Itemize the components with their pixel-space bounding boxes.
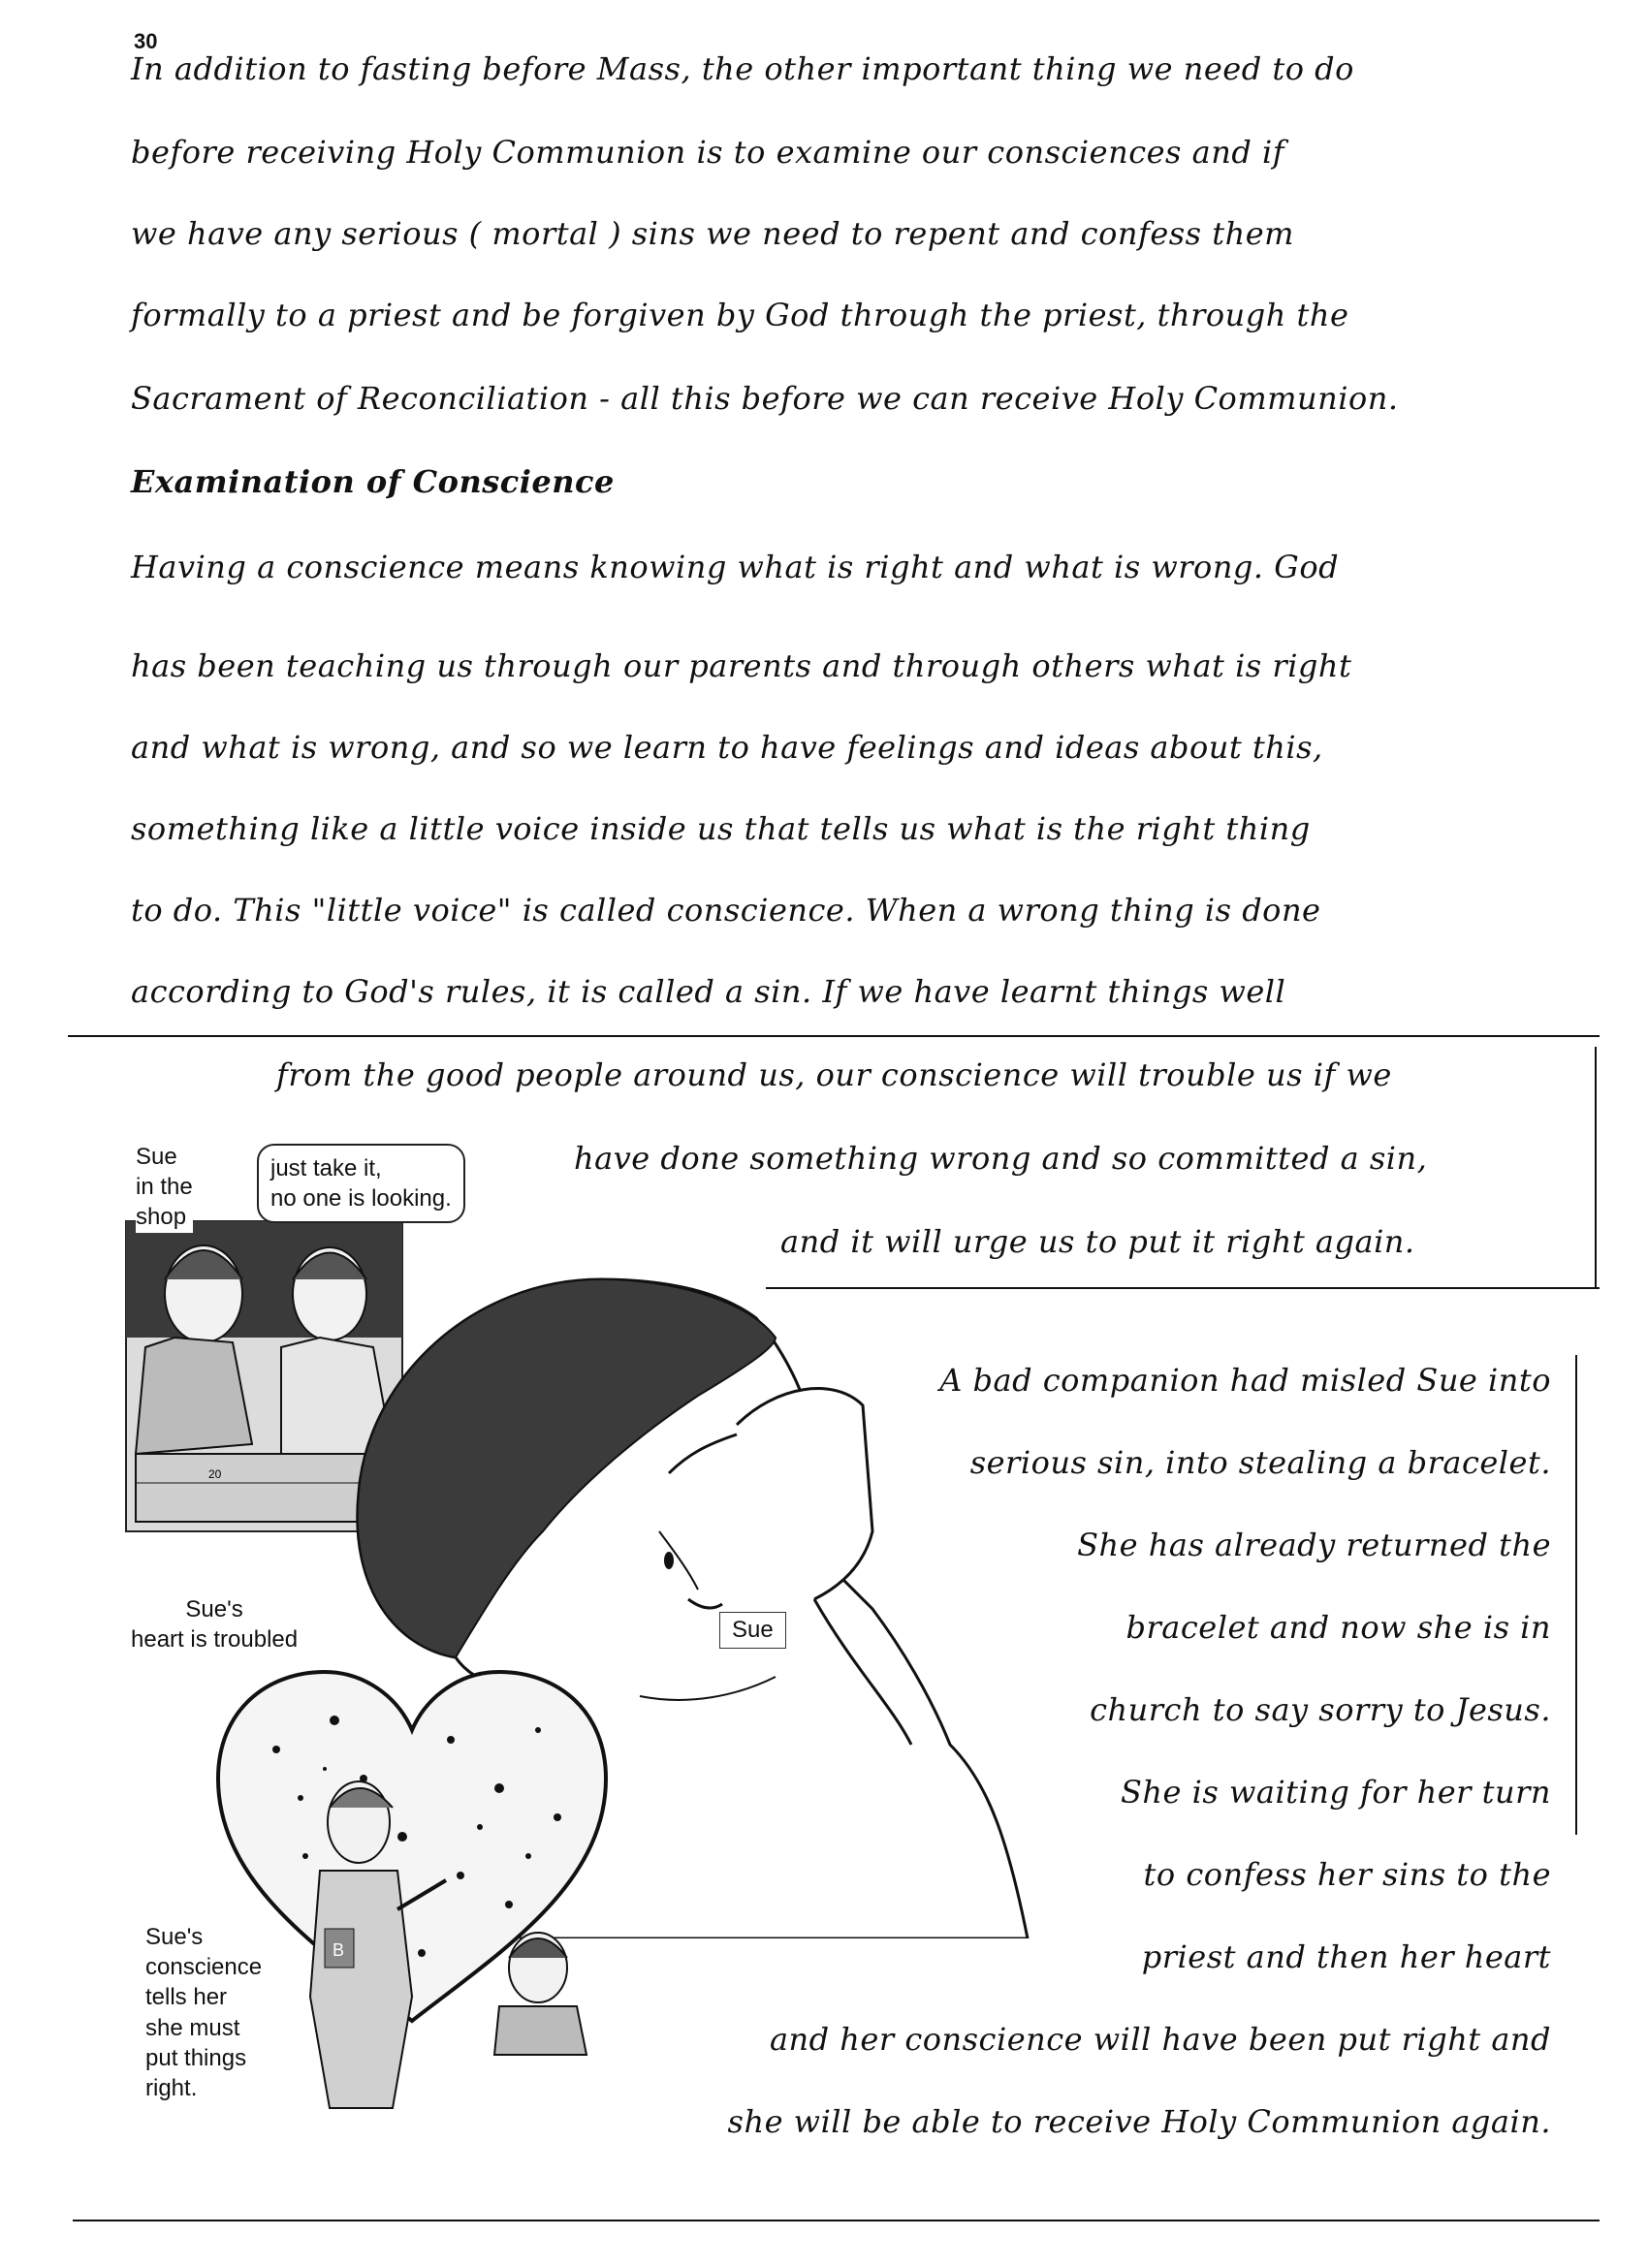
story-line-8: priest and then her heart xyxy=(1141,1938,1551,1975)
story-line-2: serious sin, into stealing a bracelet. xyxy=(969,1444,1551,1481)
story-line-5: church to say sorry to Jesus. xyxy=(1090,1691,1551,1728)
story-line-6: She is waiting for her turn xyxy=(1121,1774,1551,1811)
body-line-2: before receiving Holy Communion is to examine our consciences and if xyxy=(131,134,1285,171)
svg-text:B: B xyxy=(333,1940,345,1960)
story-line-3: She has already returned the xyxy=(1077,1527,1551,1563)
conscience-line-5: to do. This "little voice" is called conscience. When a wrong thing is done xyxy=(131,892,1321,929)
body-line-4: formally to a priest and be forgiven by God through the priest, through the xyxy=(131,297,1349,333)
conscience-figures-illustration xyxy=(276,1764,606,2113)
conscience-line-3: and what is wrong, and so we learn to have feelings and ideas about this, xyxy=(131,729,1323,766)
sue-label: Sue xyxy=(719,1612,786,1649)
story-line-7: to confess her sins to the xyxy=(1143,1856,1551,1893)
conscience-line-1: Having a conscience means knowing what is right and what is wrong. God xyxy=(131,549,1340,585)
body-line-5: Sacrament of Reconciliation - all this before we can receive Holy Communion. xyxy=(131,380,1399,417)
page-number: 30 xyxy=(134,29,158,53)
body-line-1: In addition to fasting before Mass, the other important thing we need to do xyxy=(131,50,1354,87)
story-line-9: and her conscience will have been put right and xyxy=(769,2021,1551,2058)
paper-edge-bottom xyxy=(73,2220,1600,2221)
paper-edge-story-right xyxy=(1575,1355,1577,1835)
section-heading: Examination of Conscience xyxy=(131,463,615,500)
conscience-line-4: something like a little voice inside us that tells us what is the right thing xyxy=(131,810,1311,847)
caption-shop: Sue in the shop xyxy=(136,1142,193,1233)
conscience-line-6: according to God's rules, it is called a sin. If we have learnt things well xyxy=(131,973,1286,1010)
story-line-1: A bad companion had misled Sue into xyxy=(939,1362,1551,1399)
caption-heart-troubled: Sue's heart is troubled xyxy=(131,1594,298,1654)
speech-bubble: just take it, no one is looking. xyxy=(257,1144,465,1223)
continued-line-1: from the good people around us, our conscience will trouble us if we xyxy=(276,1056,1392,1093)
story-line-10: she will be able to receive Holy Communion again. xyxy=(727,2103,1551,2140)
paper-edge-right xyxy=(1595,1047,1597,1289)
caption-conscience: Sue's conscience tells her she must put things right. xyxy=(145,1922,262,2103)
paper-edge-top xyxy=(68,1035,1600,1037)
svg-text:20: 20 xyxy=(208,1467,222,1481)
continued-line-3: and it will urge us to put it right again. xyxy=(780,1223,1415,1260)
story-line-4: bracelet and now she is in xyxy=(1125,1609,1551,1646)
conscience-line-2: has been teaching us through our parents and through others what is right xyxy=(131,647,1352,684)
body-line-3: we have any serious ( mortal ) sins we need to repent and confess them xyxy=(131,215,1295,252)
continued-line-2: have done something wrong and so committed a sin, xyxy=(574,1140,1428,1177)
